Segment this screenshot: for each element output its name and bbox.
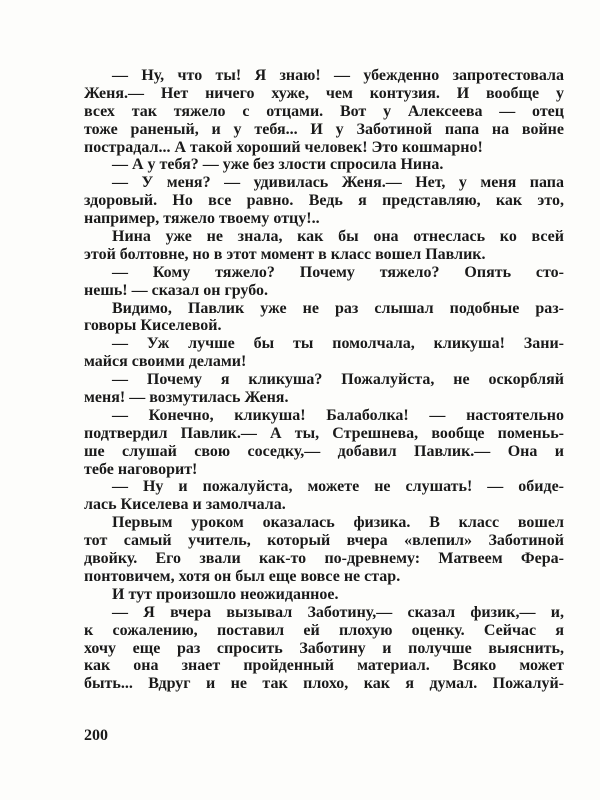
text-line: ше слушай свою соседку,— добавил Павлик.— Она и [84, 442, 564, 460]
text-line: тебе наговорит! [84, 460, 198, 478]
text-line: лась Киселева и замолчала. [84, 496, 286, 514]
page-number: 200 [84, 727, 108, 744]
text-line: — Кому тяжело? Почему тяжело? Опять сто- [112, 263, 564, 281]
text-line: хочу еще раз спросить Заботину и получше выяснить, [84, 639, 564, 657]
page-body-text [84, 67, 564, 693]
text-line: — А у тебя? — уже без злости спросила Нина. [112, 156, 444, 174]
text-line: здоровый. Но все равно. Ведь я представляю, как это, [84, 192, 564, 210]
text-line: например, тяжело твоему отцу!.. [84, 210, 320, 228]
text-line: Нина уже не знала, как бы она отнеслась ко всей [112, 228, 564, 246]
text-line: — Я вчера вызывал Заботину,— сказал физик,— и, [112, 603, 564, 621]
text-line: подтвердил Павлик.— А ты, Стрешнева, вообще поменьь- [84, 424, 564, 442]
text-line: пострадал... А такой хороший человек! Это кошмарно! [84, 138, 483, 156]
text-line: к сожалению, поставил ей плохую оценку. Сейчас я [84, 621, 564, 639]
text-line: тот самый учитель, который вчера «влепил» Заботиной [84, 532, 564, 550]
text-line: Видимо, Павлик уже не раз слышал подобные раз- [112, 299, 564, 317]
text-line: как она знает пройденный материал. Всяко может [84, 657, 564, 675]
text-line: говоры Киселевой. [84, 317, 222, 335]
text-line: — Конечно, кликуша! Балаболка! — настоятельно [112, 406, 564, 424]
text-line: быть... Вдруг и не так плохо, как я думал. Пожалуй- [84, 675, 564, 693]
text-line: Женя.— Нет ничего хуже, чем контузия. И вообще у [84, 84, 564, 102]
text-line: — Ну, что ты! Я знаю! — убежденно запротестовала [112, 67, 564, 84]
text-line: этой болтовне, но в этот момент в класс вошел Павлик. [84, 245, 486, 263]
text-line: всех так тяжело с отцами. Вот у Алексеева — отец [84, 102, 564, 120]
text-line: меня! — возмутилась Женя. [84, 389, 289, 407]
text-line: И тут произошло неожиданное. [112, 585, 339, 603]
text-line: понтовичем, хотя он был еще вовсе не стар. [84, 567, 401, 585]
text-line: майся своими делами! [84, 353, 247, 371]
text-line: — Ну и пожалуйста, можете не слушать! — обиде- [112, 478, 564, 496]
text-line: Первым уроком оказалась физика. В класс вошел [112, 514, 564, 532]
text-line: двойку. Его звали как-то по-древнему: Матвеем Фера- [84, 550, 564, 568]
text-line: нешь! — сказал он грубо. [84, 281, 268, 299]
text-line: — Почему я кликуша? Пожалуйста, не оскорбляй [112, 371, 564, 389]
text-line: — У меня? — удивилась Женя.— Нет, у меня папа [112, 174, 564, 192]
text-line: тоже раненый, и у тебя... И у Заботиной папа на войне [84, 120, 564, 138]
text-line: — Уж лучше бы ты помолчала, кликуша! Зани- [112, 335, 564, 353]
